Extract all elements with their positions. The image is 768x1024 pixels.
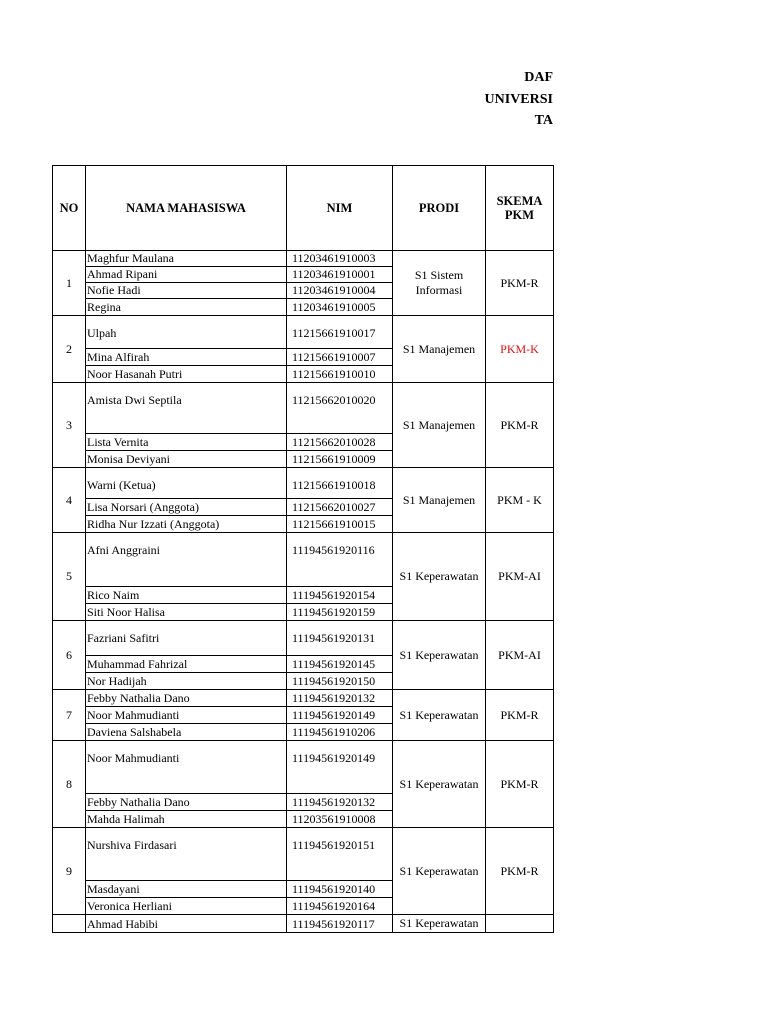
student-name: Monisa Deviyani bbox=[86, 451, 287, 468]
study-program: S1 Keperawatan bbox=[393, 828, 486, 915]
student-nim: 11203461910005 bbox=[287, 299, 393, 316]
student-name: Noor Mahmudianti bbox=[86, 707, 287, 724]
pkm-scheme: PKM-AI bbox=[486, 621, 554, 690]
student-name: Warni (Ketua) bbox=[86, 468, 287, 499]
student-nim: 11215661910015 bbox=[287, 516, 393, 533]
table-row bbox=[53, 316, 554, 349]
student-name: Noor Hasanah Putri bbox=[86, 366, 287, 383]
student-name: Lisa Norsari (Anggota) bbox=[86, 499, 287, 516]
table-header-row bbox=[53, 166, 554, 251]
study-program: S1 Keperawatan bbox=[393, 533, 486, 621]
student-nim: 11194561920159 bbox=[287, 604, 393, 621]
group-number: 6 bbox=[53, 621, 86, 690]
student-name: Nor Hadijah bbox=[86, 673, 287, 690]
group-number: 4 bbox=[53, 468, 86, 533]
student-name: Siti Noor Halisa bbox=[86, 604, 287, 621]
student-name: Noor Mahmudianti bbox=[86, 741, 287, 794]
study-program: S1 Keperawatan bbox=[393, 690, 486, 741]
pkm-scheme: PKM-R bbox=[486, 828, 554, 915]
title-line-3: TA bbox=[534, 113, 553, 128]
student-nim: 11215661910010 bbox=[287, 366, 393, 383]
header-skema-pkm bbox=[486, 166, 554, 251]
group-number: 1 bbox=[53, 251, 86, 316]
student-nim: 11203461910004 bbox=[287, 283, 393, 299]
pkm-scheme bbox=[486, 915, 554, 933]
student-name: Ahmad Habibi bbox=[86, 915, 287, 933]
student-nim: 11215661910007 bbox=[287, 349, 393, 366]
group-number: 3 bbox=[53, 383, 86, 468]
student-nim: 11203461910001 bbox=[287, 267, 393, 283]
student-name: Nurshiva Firdasari bbox=[86, 828, 287, 881]
student-nim: 11194561920116 bbox=[287, 533, 393, 587]
header-skema-line1: SKEMA bbox=[496, 194, 543, 208]
student-name: Fazriani Safitri bbox=[86, 621, 287, 656]
pkm-scheme: PKM-K bbox=[486, 316, 554, 383]
student-nim: 11215662010027 bbox=[287, 499, 393, 516]
table-row bbox=[53, 741, 554, 794]
table-row bbox=[53, 915, 554, 933]
student-name: Maghfur Maulana bbox=[86, 251, 287, 267]
student-nim: 11215661910018 bbox=[287, 468, 393, 499]
study-program: S1 Keperawatan bbox=[393, 915, 486, 933]
page-bottom-blank bbox=[0, 953, 768, 1024]
student-nim: 11215662010020 bbox=[287, 383, 393, 434]
student-nim: 11194561920151 bbox=[287, 828, 393, 881]
document-title bbox=[0, 0, 553, 140]
student-name: Febby Nathalia Dano bbox=[86, 690, 287, 707]
student-nim: 11194561920132 bbox=[287, 690, 393, 707]
pkm-scheme: PKM-R bbox=[486, 741, 554, 828]
group-number: 8 bbox=[53, 741, 86, 828]
student-name: Mahda Halimah bbox=[86, 811, 287, 828]
study-program: S1 Keperawatan bbox=[393, 741, 486, 828]
student-name: Ulpah bbox=[86, 316, 287, 349]
student-nim: 11194561920150 bbox=[287, 673, 393, 690]
table-row bbox=[53, 690, 554, 707]
student-nim: 11215662010028 bbox=[287, 434, 393, 451]
student-name: Masdayani bbox=[86, 881, 287, 898]
student-nim: 11194561920131 bbox=[287, 621, 393, 656]
student-name: Daviena Salshabela bbox=[86, 724, 287, 741]
student-nim: 11215661910009 bbox=[287, 451, 393, 468]
table-row bbox=[53, 621, 554, 656]
student-nim: 11194561920164 bbox=[287, 898, 393, 915]
study-program: S1 Keperawatan bbox=[393, 621, 486, 690]
student-name: Afni Anggraini bbox=[86, 533, 287, 587]
student-name: Rico Naim bbox=[86, 587, 287, 604]
student-nim: 11194561920154 bbox=[287, 587, 393, 604]
header-skema-line2: PKM bbox=[504, 208, 535, 222]
student-nim: 11194561920145 bbox=[287, 656, 393, 673]
group-number bbox=[53, 915, 86, 933]
table-row bbox=[53, 828, 554, 881]
title-line-2: UNIVERSI bbox=[484, 92, 553, 107]
student-name: Muhammad Fahrizal bbox=[86, 656, 287, 673]
table-row bbox=[53, 533, 554, 587]
table-row bbox=[53, 251, 554, 267]
header-no: NO bbox=[53, 166, 86, 251]
student-nim: 11203561910008 bbox=[287, 811, 393, 828]
group-number: 7 bbox=[53, 690, 86, 741]
student-name: Febby Nathalia Dano bbox=[86, 794, 287, 811]
student-name: Veronica Herliani bbox=[86, 898, 287, 915]
group-number: 9 bbox=[53, 828, 86, 915]
student-name: Ridha Nur Izzati (Anggota) bbox=[86, 516, 287, 533]
pkm-scheme: PKM - K bbox=[486, 468, 554, 533]
student-nim: 11194561920140 bbox=[287, 881, 393, 898]
student-name: Mina Alfirah bbox=[86, 349, 287, 366]
table-body bbox=[53, 251, 554, 933]
student-nim: 11194561920132 bbox=[287, 794, 393, 811]
student-name: Ahmad Ripani bbox=[86, 267, 287, 283]
group-number: 5 bbox=[53, 533, 86, 621]
study-program: S1 Manajemen bbox=[393, 316, 486, 383]
header-prodi: PRODI bbox=[393, 166, 486, 251]
student-nim: 11194561920149 bbox=[287, 741, 393, 794]
group-number: 2 bbox=[53, 316, 86, 383]
student-nim: 11194561910206 bbox=[287, 724, 393, 741]
table-row bbox=[53, 468, 554, 499]
pkm-scheme: PKM-R bbox=[486, 690, 554, 741]
pkm-scheme: PKM-R bbox=[486, 251, 554, 316]
header-nim: NIM bbox=[287, 166, 393, 251]
study-program: S1 Sistem Informasi bbox=[393, 251, 486, 316]
student-name: Amista Dwi Septila bbox=[86, 383, 287, 434]
student-name: Nofie Hadi bbox=[86, 283, 287, 299]
student-pkm-table bbox=[52, 165, 554, 933]
pkm-scheme: PKM-AI bbox=[486, 533, 554, 621]
student-name: Lista Vernita bbox=[86, 434, 287, 451]
title-line-1: DAF bbox=[524, 70, 553, 85]
student-nim: 11194561920117 bbox=[287, 915, 393, 933]
study-program: S1 Manajemen bbox=[393, 468, 486, 533]
study-program: S1 Manajemen bbox=[393, 383, 486, 468]
student-nim: 11215661910017 bbox=[287, 316, 393, 349]
student-name: Regina bbox=[86, 299, 287, 316]
pkm-scheme: PKM-R bbox=[486, 383, 554, 468]
student-nim: 11203461910003 bbox=[287, 251, 393, 267]
header-nama-mahasiswa: NAMA MAHASISWA bbox=[86, 166, 287, 251]
table-row bbox=[53, 383, 554, 434]
student-nim: 11194561920149 bbox=[287, 707, 393, 724]
